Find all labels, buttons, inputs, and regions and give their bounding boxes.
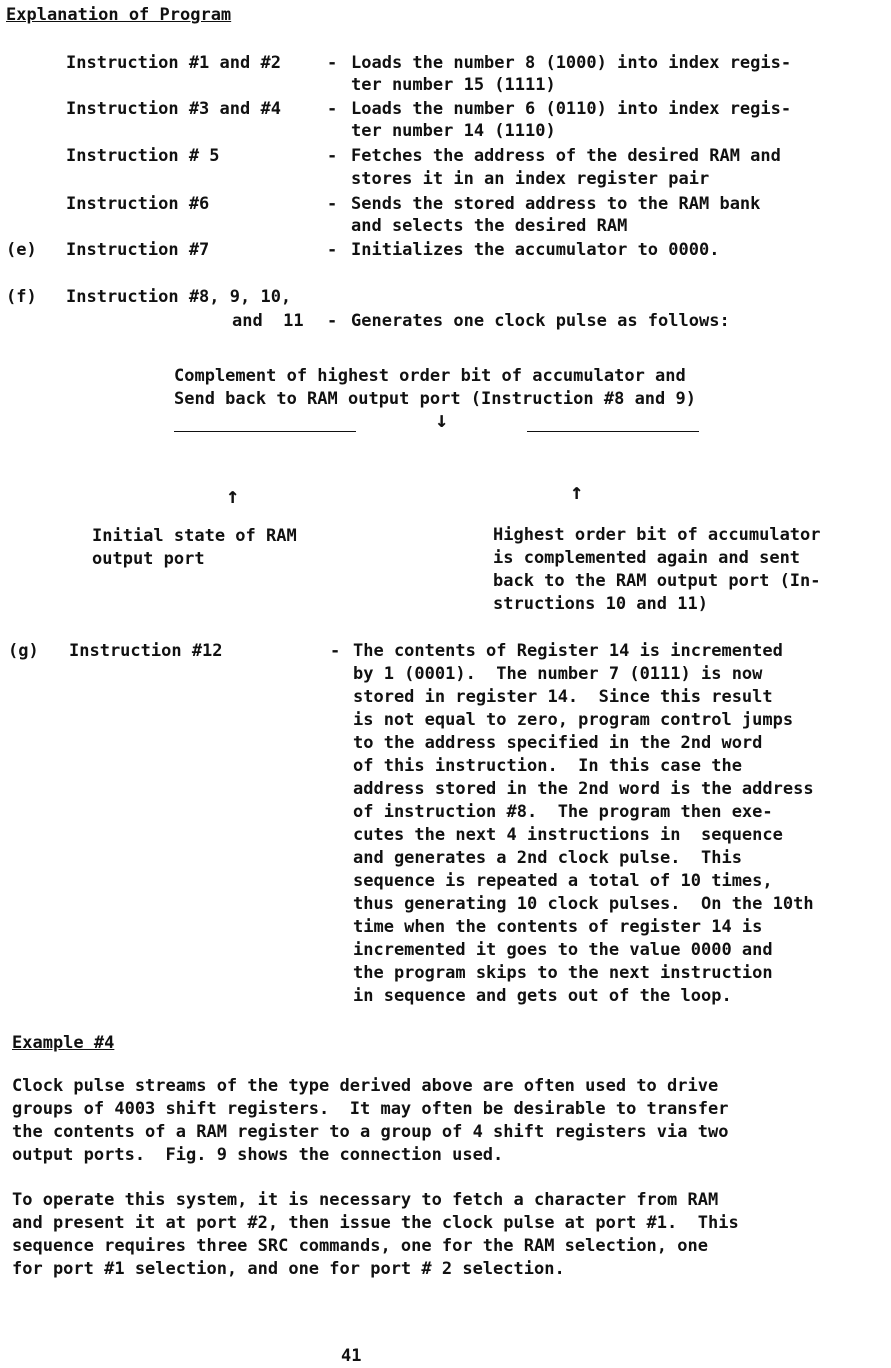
diagram-left-label: Initial state of RAM: [92, 526, 297, 546]
pulse-low-left: [174, 431, 356, 432]
instruction-desc: cutes the next 4 instructions in sequence: [353, 825, 783, 845]
instruction-label: Instruction #8, 9, 10,: [66, 287, 292, 307]
instruction-desc: of instruction #8. The program then exe-: [353, 802, 773, 822]
item-marker: (e): [6, 240, 37, 260]
dash: -: [327, 311, 338, 331]
dash: -: [327, 240, 338, 260]
instruction-desc: Sends the stored address to the RAM bank: [351, 194, 761, 214]
paragraph-line: the contents of a RAM register to a group of 4 shift registers via two: [12, 1122, 729, 1142]
paragraph-line: output ports. Fig. 9 shows the connection used.: [12, 1145, 504, 1165]
instruction-desc: Initializes the accumulator to 0000.: [351, 240, 720, 260]
instruction-desc: Fetches the address of the desired RAM and: [351, 146, 781, 166]
section-heading-example: Example #4: [12, 1033, 115, 1053]
instruction-label: Instruction #6: [66, 194, 210, 214]
instruction-desc: Generates one clock pulse as follows:: [351, 311, 730, 331]
instruction-desc: of this instruction. In this case the: [353, 756, 742, 776]
instruction-desc: The contents of Register 14 is incremented: [353, 641, 783, 661]
diagram-right-label: structions 10 and 11): [493, 594, 708, 614]
instruction-desc: address stored in the 2nd word is the address: [353, 779, 814, 799]
item-marker: (g): [8, 641, 39, 661]
instruction-desc: Loads the number 8 (1000) into index regis-: [351, 53, 792, 73]
instruction-desc: stores it in an index register pair: [351, 169, 710, 189]
diagram-right-label: Highest order bit of accumulator: [493, 525, 821, 545]
dash: -: [327, 146, 338, 166]
dash: -: [327, 99, 338, 119]
dash: -: [330, 641, 341, 661]
instruction-desc: to the address specified in the 2nd word: [353, 733, 763, 753]
diagram-right-label: back to the RAM output port (In-: [493, 571, 821, 591]
instruction-desc: by 1 (0001). The number 7 (0111) is now: [353, 664, 763, 684]
dash: -: [327, 53, 338, 73]
instruction-desc: stored in register 14. Since this result: [353, 687, 773, 707]
diagram-caption: Send back to RAM output port (Instruction #8 and 9): [174, 389, 696, 409]
page-number: 41: [341, 1346, 362, 1366]
instruction-label: Instruction #12: [69, 641, 223, 661]
instruction-label: and 11: [232, 311, 304, 331]
section-heading-explanation: Explanation of Program: [6, 5, 232, 25]
instruction-desc: Loads the number 6 (0110) into index regis-: [351, 99, 792, 119]
instruction-label: Instruction #3 and #4: [66, 99, 281, 119]
instruction-label: Instruction #1 and #2: [66, 53, 281, 73]
instruction-desc: thus generating 10 clock pulses. On the 10th: [353, 894, 814, 914]
paragraph-line: To operate this system, it is necessary to fetch a character from RAM: [12, 1190, 719, 1210]
diagram-right-label: is complemented again and sent: [493, 548, 801, 568]
instruction-desc: sequence is repeated a total of 10 times,: [353, 871, 773, 891]
instruction-desc: time when the contents of register 14 is: [353, 917, 763, 937]
arrow-down-icon: ↓: [435, 408, 449, 433]
instruction-desc: incremented it goes to the value 0000 and: [353, 940, 773, 960]
pulse-low-right: [527, 431, 699, 432]
item-marker: (f): [6, 287, 37, 307]
instruction-desc: the program skips to the next instruction: [353, 963, 773, 983]
instruction-desc: in sequence and gets out of the loop.: [353, 986, 732, 1006]
instruction-desc: and selects the desired RAM: [351, 216, 628, 236]
instruction-desc: ter number 14 (1110): [351, 121, 556, 141]
paragraph-line: sequence requires three SRC commands, one for the RAM selection, one: [12, 1236, 708, 1256]
arrow-up-icon: ↑: [226, 484, 240, 509]
instruction-label: Instruction # 5: [66, 146, 220, 166]
diagram-left-label: output port: [92, 549, 205, 569]
diagram-caption: Complement of highest order bit of accumulator and: [174, 366, 686, 386]
dash: -: [327, 194, 338, 214]
paragraph-line: for port #1 selection, and one for port # 2 selection.: [12, 1259, 565, 1279]
paragraph-line: and present it at port #2, then issue the clock pulse at port #1. This: [12, 1213, 739, 1233]
arrow-up-icon: ↑: [570, 480, 584, 505]
instruction-desc: is not equal to zero, program control jumps: [353, 710, 794, 730]
instruction-desc: ter number 15 (1111): [351, 75, 556, 95]
instruction-label: Instruction #7: [66, 240, 210, 260]
paragraph-line: groups of 4003 shift registers. It may often be desirable to transfer: [12, 1099, 729, 1119]
paragraph-line: Clock pulse streams of the type derived above are often used to drive: [12, 1076, 719, 1096]
instruction-desc: and generates a 2nd clock pulse. This: [353, 848, 742, 868]
